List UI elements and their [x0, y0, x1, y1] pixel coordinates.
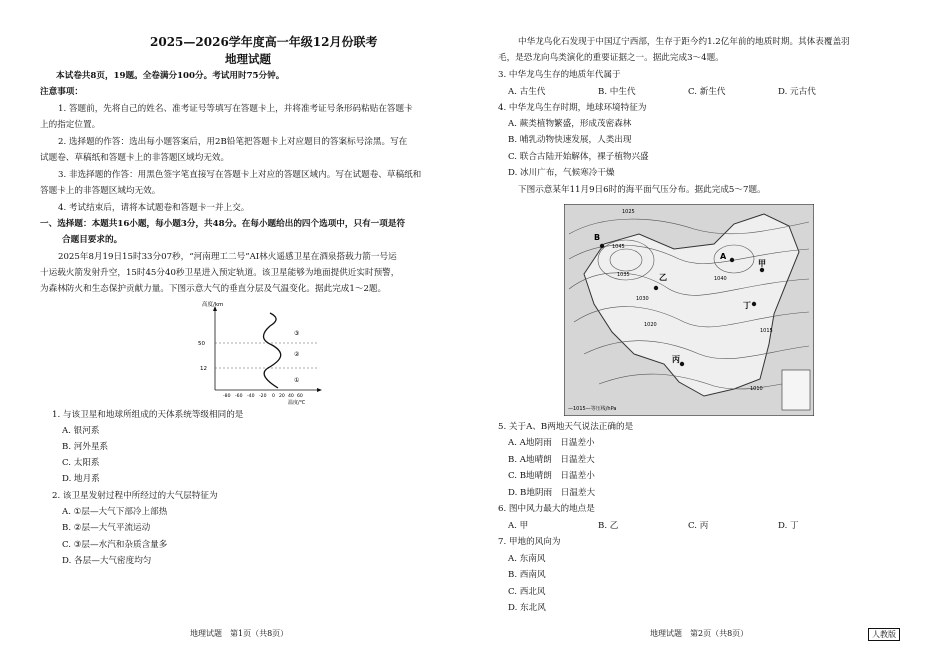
atm-xtick: 60	[297, 394, 303, 399]
map-point-label: 甲	[758, 259, 766, 268]
temperature-curve	[264, 313, 281, 388]
page-footer-right: 地理试题 第2页（共8页）	[650, 629, 749, 638]
notice-heading: 注意事项：	[40, 87, 83, 97]
atm-xtick: 20	[279, 394, 285, 399]
question-option: B. 中生代	[598, 87, 636, 97]
question-option: D. 元古代	[778, 87, 816, 97]
atm-ytick: 50	[198, 341, 205, 347]
question-stem: 4. 中华龙鸟生存时期，地球环境特征为	[498, 103, 647, 113]
isobar-label: 1045	[612, 244, 625, 250]
question-option: D. B地阴雨 日温差大	[508, 488, 596, 498]
passage-line: 下图示意某年11月9日6时的海平面气压分布。据此完成5～7题。	[518, 185, 766, 195]
exam-title: 2025—2026学年度高一年级12月份联考	[150, 35, 378, 49]
section-heading: 合题目要求的。	[62, 235, 123, 245]
atm-ylabel: 高度/km	[202, 302, 224, 308]
passage-line: 2025年8月19日15时33分07秒，“河南理工二号”AI林火遥感卫星在酒泉搭载力箭一号运	[58, 252, 397, 262]
exam-info: 本试卷共8页，19题。全卷满分100分。考试用时75分钟。	[56, 71, 285, 81]
question-stem: 3. 中华龙鸟生存的地质年代属于	[498, 70, 621, 80]
atm-xtick: 0	[272, 394, 275, 399]
question-option: D. 地月系	[62, 474, 100, 484]
question-option: A. 蕨类植物繁盛，形成茂密森林	[508, 119, 632, 129]
isobar-label: 1035	[617, 272, 630, 278]
notice-line: 试题卷、草稿纸和答题卡上的非答题区域均无效。	[40, 153, 230, 163]
atm-xtick: -20	[259, 394, 267, 399]
page-footer-left: 地理试题 第1页（共8页）	[190, 629, 289, 638]
question-option: C. 新生代	[688, 87, 726, 97]
edition-badge: 人教版	[868, 628, 900, 641]
question-option: D. 各层—大气密度均匀	[62, 556, 152, 566]
notice-line: 答题卡上的非答题区域均无效。	[40, 186, 161, 196]
question-stem: 7. 甲地的风向为	[498, 537, 561, 547]
map-point-label: 丁	[743, 301, 751, 310]
notice-line: 上的指定位置。	[40, 120, 101, 130]
question-option: D. 丁	[778, 521, 799, 531]
question-option: A. 古生代	[508, 87, 546, 97]
notice-line: 1. 答题前，先将自己的姓名、准考证号等填写在答题卡上，并将准考证号条形码粘贴在答题卡	[58, 104, 413, 114]
layer-label: ②	[294, 351, 300, 358]
passage-line: 十运载火箭发射升空，15时45分40秒卫星进入预定轨道。该卫星能够为地面提供近实时预警，	[40, 268, 400, 278]
atm-xtick: -40	[247, 394, 255, 399]
map-point-label: 丙	[672, 355, 680, 364]
map-point-label: 乙	[659, 273, 667, 282]
question-option: A. 东南风	[508, 554, 546, 564]
isobar-label: 1040	[714, 276, 727, 282]
question-option: B. 西南风	[508, 570, 546, 580]
question-option: A. 银河系	[62, 426, 100, 436]
question-option: B. 哺乳动物快速发展，人类出现	[508, 135, 632, 145]
notice-line: 4. 考试结束后，请将本试题卷和答题卡一并上交。	[58, 203, 250, 213]
isobar-label: 1020	[644, 322, 657, 328]
question-option: A. 甲	[508, 521, 529, 531]
atm-xtick: 40	[288, 394, 294, 399]
isobar-label: 1015	[760, 328, 773, 334]
atmosphere-figure	[190, 298, 330, 408]
question-option: B. A地晴朗 日温差大	[508, 455, 595, 465]
map-point-label: A	[720, 252, 727, 261]
section-heading: 一、选择题：本题共16小题，每小题3分，共48分。在每小题给出的四个选项中，只有一项是符	[40, 219, 406, 229]
map-point-label: B	[594, 233, 601, 242]
question-option: C. 联合古陆开始解体，裸子植物兴盛	[508, 152, 649, 162]
question-stem: 5. 关于A、B两地天气说法正确的是	[498, 422, 634, 432]
atm-ytick: 12	[200, 366, 207, 372]
question-option: A. ①层—大气下部冷上部热	[62, 507, 168, 517]
question-option: C. ③层—水汽和杂质含量多	[62, 540, 168, 550]
question-stem: 2. 该卫星发射过程中所经过的大气层特征为	[52, 491, 218, 501]
exam-subject: 地理试题	[225, 52, 271, 66]
atm-xtick: -80	[223, 394, 231, 399]
passage-line: 中华龙鸟化石发现于中国辽宁西部，生存于距今约1.2亿年前的地质时期。其体表覆盖羽	[518, 37, 850, 47]
map-legend: —1015—等压线/hPa	[568, 406, 617, 412]
question-stem: 6. 图中风力最大的地点是	[498, 504, 595, 514]
question-option: D. 冰川广布，气候寒冷干燥	[508, 168, 615, 178]
passage-line: 为森林防火和生态保护贡献力量。下图示意大气的垂直分层及气温变化。据此完成1～2题。	[40, 284, 387, 294]
question-option: B. ②层—大气平流运动	[62, 523, 151, 533]
question-option: B. 河外星系	[62, 442, 109, 452]
question-option: A. A地阴雨 日温差小	[508, 438, 595, 448]
question-option: C. B地晴朗 日温差小	[508, 471, 595, 481]
question-option: D. 东北风	[508, 603, 546, 613]
layer-label: ③	[294, 330, 300, 337]
question-option: C. 西北风	[508, 587, 546, 597]
atm-xlabel: 温度/℃	[288, 400, 306, 406]
question-option: B. 乙	[598, 521, 619, 531]
layer-label: ①	[294, 377, 300, 384]
pressure-map	[564, 204, 814, 416]
isobar-label: 1010	[750, 386, 763, 392]
notice-line: 3. 非选择题的作答：用黑色签字笔直接写在答题卡上对应的答题区域内。写在试题卷、草稿纸和	[58, 170, 422, 180]
question-option: C. 丙	[688, 521, 709, 531]
isobar-label: 1025	[622, 209, 635, 215]
notice-line: 2. 选择题的作答：选出每小题答案后，用2B铅笔把答题卡上对应题目的答案标号涂黑。写在	[58, 137, 408, 147]
question-option: C. 太阳系	[62, 458, 100, 468]
isobar-label: 1030	[636, 296, 649, 302]
passage-line: 毛，是恐龙向鸟类演化的重要证据之一。据此完成3～4题。	[498, 53, 724, 63]
atm-xtick: -60	[235, 394, 243, 399]
question-stem: 1. 与该卫星和地球所组成的天体系统等级相同的是	[52, 410, 244, 420]
